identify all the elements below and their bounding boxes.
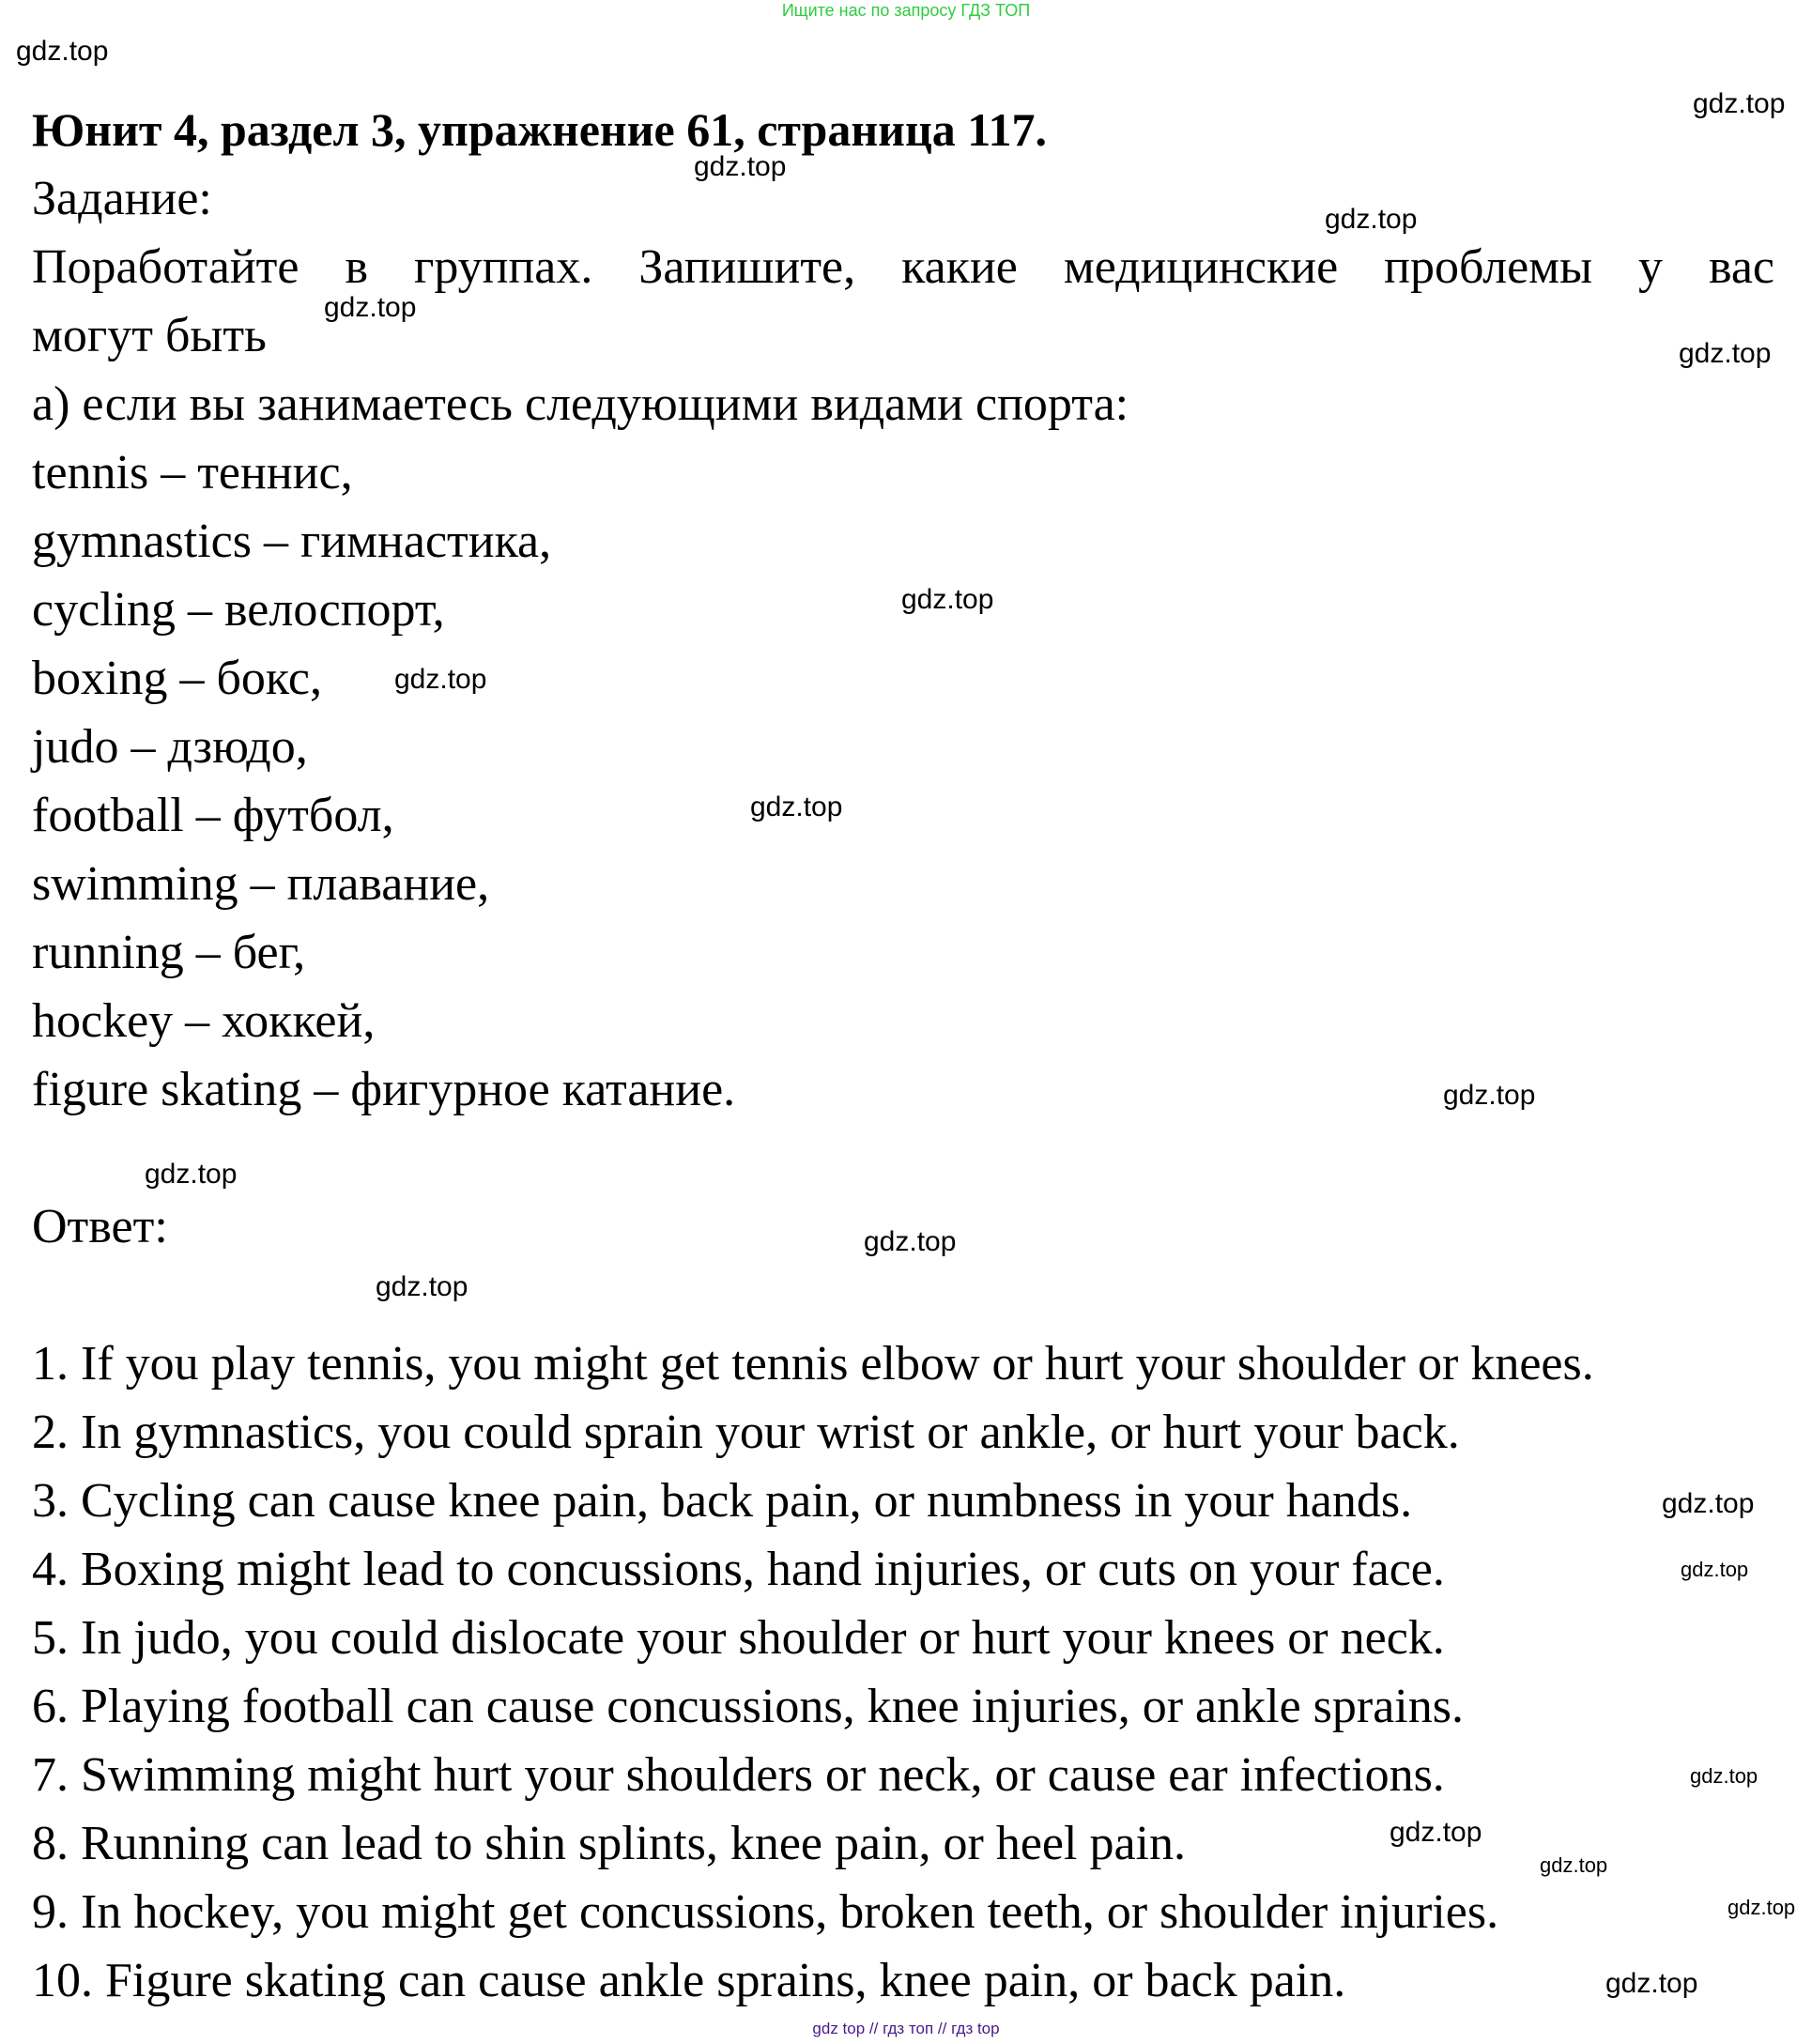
watermark: gdz.top [1443, 1080, 1536, 1111]
sport-item: gymnastics – гимнастика, [32, 515, 552, 568]
watermark: gdz.top [1390, 1817, 1482, 1848]
watermark: gdz.top [694, 151, 787, 182]
answer-item: 1. If you play tennis, you might get tennis elbow or hurt your shoulder or knees. [32, 1337, 1594, 1391]
spacer [32, 1261, 1774, 1329]
watermark: gdz.top [1540, 1853, 1608, 1877]
sport-item: boxing – бокс, [32, 652, 322, 705]
watermark: gdz.top [376, 1271, 468, 1302]
sport-item: football – футбол, [32, 789, 394, 842]
sport-item: hockey – хоккей, [32, 994, 376, 1048]
watermark: gdz.top [1325, 204, 1418, 235]
watermark: gdz.top [145, 1159, 238, 1190]
answer-item: 7. Swimming might hurt your shoulders or neck, or cause ear infections. [32, 1748, 1445, 1802]
watermark: gdz.top [1605, 1968, 1698, 1999]
sport-item: cycling – велоспорт, [32, 583, 445, 637]
watermark: gdz.top [1728, 1896, 1796, 1919]
answer-label: Ответ: [32, 1200, 168, 1253]
page-title: Юнит 4, раздел 3, упражнение 61, страница 117. [32, 103, 1048, 156]
task-line: а) если вы занимаетесь следующими видами спорта: [32, 377, 1129, 431]
answer-item: 4. Boxing might lead to concussions, hand injuries, or cuts on your face. [32, 1543, 1445, 1596]
watermark: gdz.top [1662, 1488, 1755, 1519]
task-line: могут быть [32, 309, 267, 362]
document-body [32, 96, 1774, 2015]
top-banner: Ищите нас по запросу ГДЗ ТОП [781, 1, 1031, 20]
watermark: gdz.top [750, 791, 843, 822]
answer-item: 5. In judo, you could dislocate your shoulder or hurt your knees or neck. [32, 1611, 1445, 1665]
answer-item: 9. In hockey, you might get concussions, broken teeth, or shoulder injuries. [32, 1885, 1499, 1939]
spacer [32, 1124, 1774, 1192]
watermark: gdz.top [324, 292, 417, 323]
watermark: gdz.top [1681, 1558, 1749, 1581]
watermark: gdz.top [864, 1226, 957, 1257]
footer-links: gdz top // гдз топ // гдз top [812, 2020, 1000, 2037]
watermark: gdz.top [1679, 338, 1772, 369]
watermark: gdz.top [901, 584, 994, 615]
answer-item: 3. Cycling can cause knee pain, back pain, or numbness in your hands. [32, 1474, 1413, 1528]
sport-item: tennis – теннис, [32, 446, 353, 499]
task-line: Поработайте в группах. Запишите, какие медицинские проблемы у вас [32, 240, 1774, 294]
answer-item: 6. Playing football can cause concussions, knee injuries, or ankle sprains. [32, 1680, 1464, 1733]
task-label: Задание: [32, 172, 212, 225]
sport-item: judo – дзюдо, [32, 720, 308, 774]
sport-item: swimming – плавание, [32, 857, 490, 911]
sport-item: figure skating – фигурное катание. [32, 1063, 736, 1116]
watermark: gdz.top [394, 664, 487, 695]
answer-item: 10. Figure skating can cause ankle sprains, knee pain, or back pain. [32, 1954, 1346, 2007]
answer-item: 2. In gymnastics, you could sprain your wrist or ankle, or hurt your back. [32, 1406, 1460, 1459]
watermark: gdz.top [1693, 88, 1786, 119]
watermark: gdz.top [1690, 1764, 1758, 1788]
sport-item: running – бег, [32, 926, 306, 979]
watermark: gdz.top [16, 36, 109, 67]
answer-item: 8. Running can lead to shin splints, knee pain, or heel pain. [32, 1817, 1186, 1870]
